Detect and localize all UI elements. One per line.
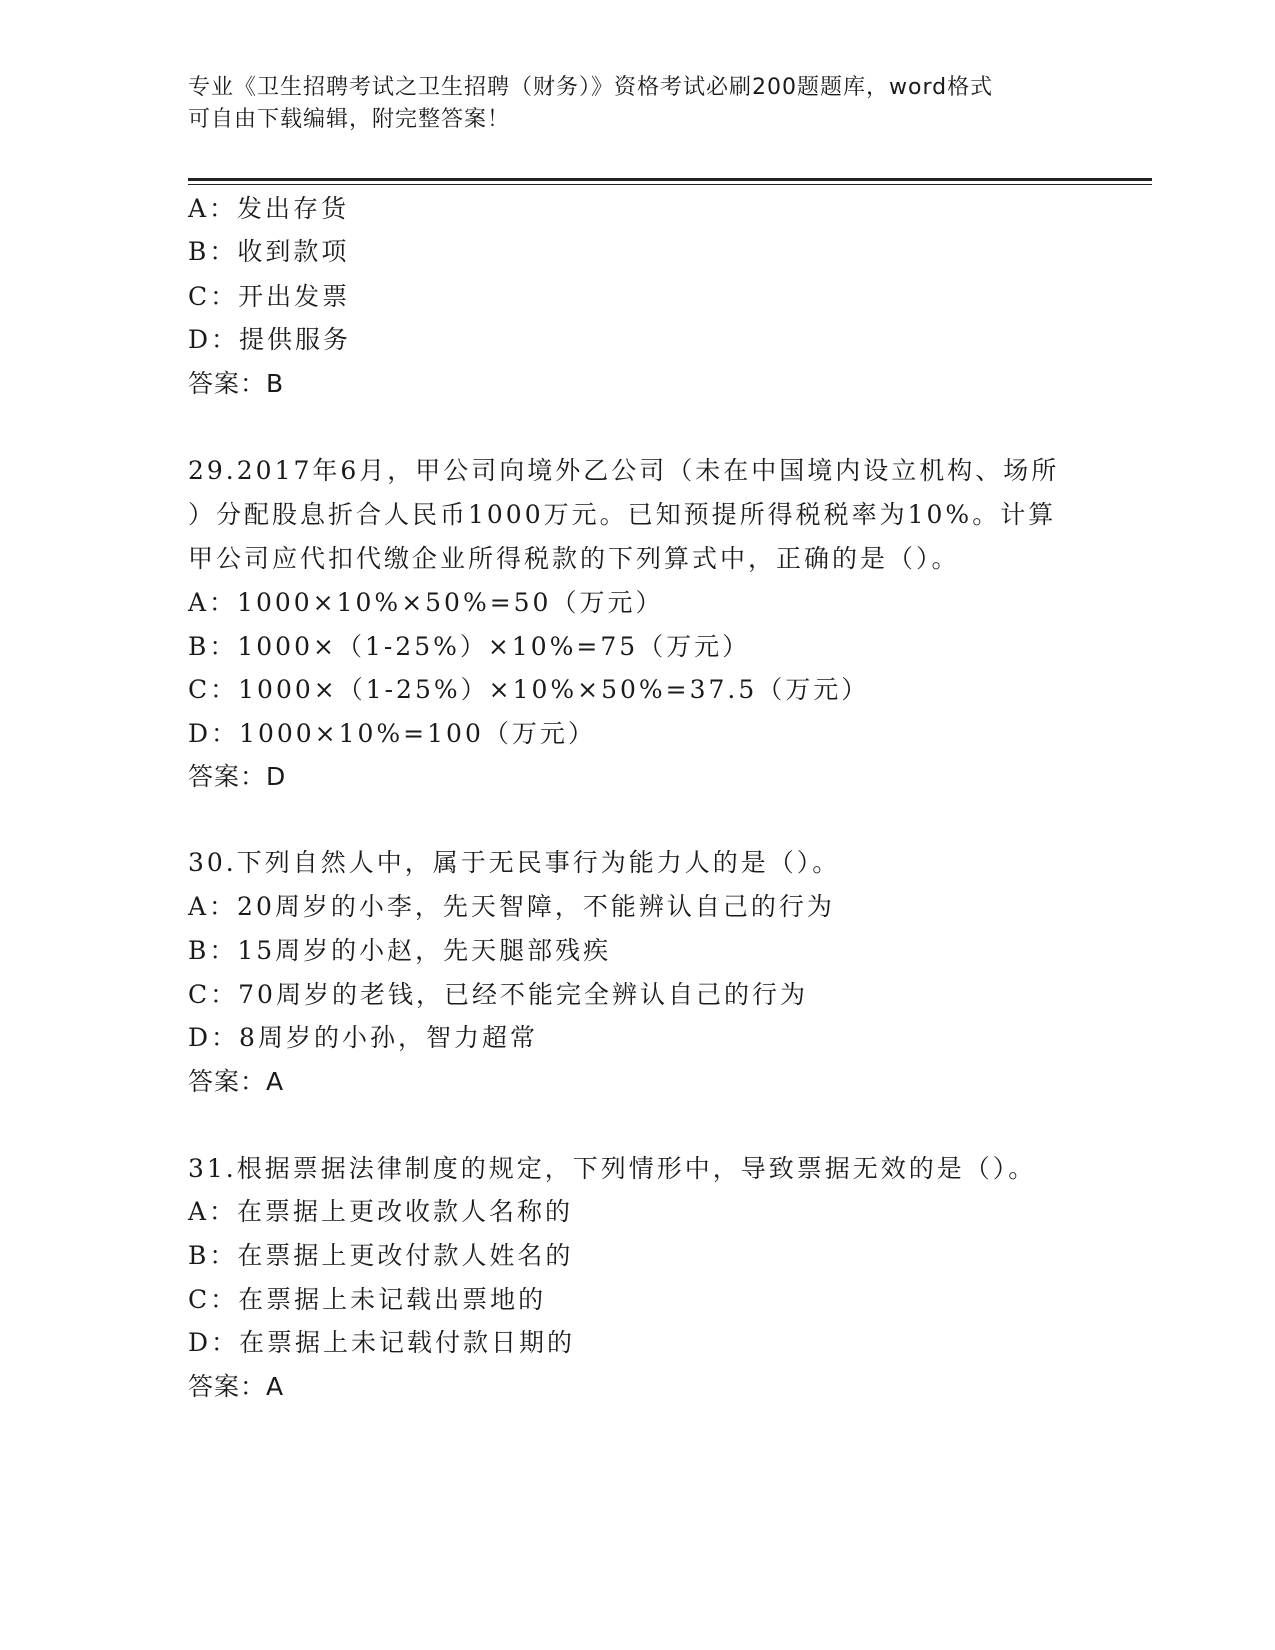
q28-answer: 答案：B: [188, 369, 285, 398]
q30-option-a: A：20周岁的小李，先天智障，不能辨认自己的行为: [188, 892, 835, 921]
q30-option-c: C：70周岁的老钱，已经不能完全辨认自己的行为: [188, 980, 808, 1009]
q30-stem: 30.下列自然人中，属于无民事行为能力人的是（）。: [188, 848, 841, 877]
q28-option-a: A：发出存货: [188, 194, 350, 223]
q29-stem-line-1: 29.2017年6月，甲公司向境外乙公司（未在中国境内设立机构、场所: [188, 456, 1060, 485]
q29-stem-line-2: ）分配股息折合人民币1000万元。已知预提所得税税率为10%。计算: [188, 500, 1057, 529]
q29-option-d: D：1000×10%=100（万元）: [188, 719, 596, 748]
q30-option-b: B：15周岁的小赵，先天腿部残疾: [188, 936, 612, 965]
q31-option-d: D：在票据上未记载付款日期的: [188, 1328, 576, 1357]
q28-option-b: B：收到款项: [188, 237, 350, 266]
q28-option-d: D：提供服务: [188, 325, 352, 354]
q31-stem: 31.根据票据法律制度的规定，下列情形中，导致票据无效的是（）。: [188, 1154, 1037, 1183]
q31-option-b: B：在票据上更改付款人姓名的: [188, 1241, 574, 1270]
header-line-1: 专业《卫生招聘考试之卫生招聘（财务）》资格考试必刷200题题库，word格式: [188, 75, 994, 100]
document-header: [188, 72, 1088, 136]
q29-stem-line-3: 甲公司应代扣代缴企业所得税款的下列算式中，正确的是（）。: [188, 544, 960, 573]
q30-answer: 答案：A: [188, 1067, 285, 1096]
q28-option-c: C：开出发票: [188, 282, 351, 311]
header-line-2: 可自由下载编辑，附完整答案！: [188, 107, 511, 132]
q29-option-b: B：1000×（1-25%）×10%=75（万元）: [188, 632, 751, 661]
q31-option-c: C：在票据上未记载出票地的: [188, 1285, 547, 1314]
header-divider-thick: [188, 178, 1152, 181]
q29-answer: 答案：D: [188, 762, 287, 791]
q31-answer: 答案：A: [188, 1372, 285, 1401]
header-divider-thin: [188, 184, 1152, 185]
q29-option-a: A：1000×10%×50%=50（万元）: [188, 588, 664, 617]
q31-option-a: A：在票据上更改收款人名称的: [188, 1197, 574, 1226]
q30-option-d: D：8周岁的小孙，智力超常: [188, 1023, 538, 1052]
q29-option-c: C：1000×（1-25%）×10%×50%=37.5（万元）: [188, 675, 870, 704]
